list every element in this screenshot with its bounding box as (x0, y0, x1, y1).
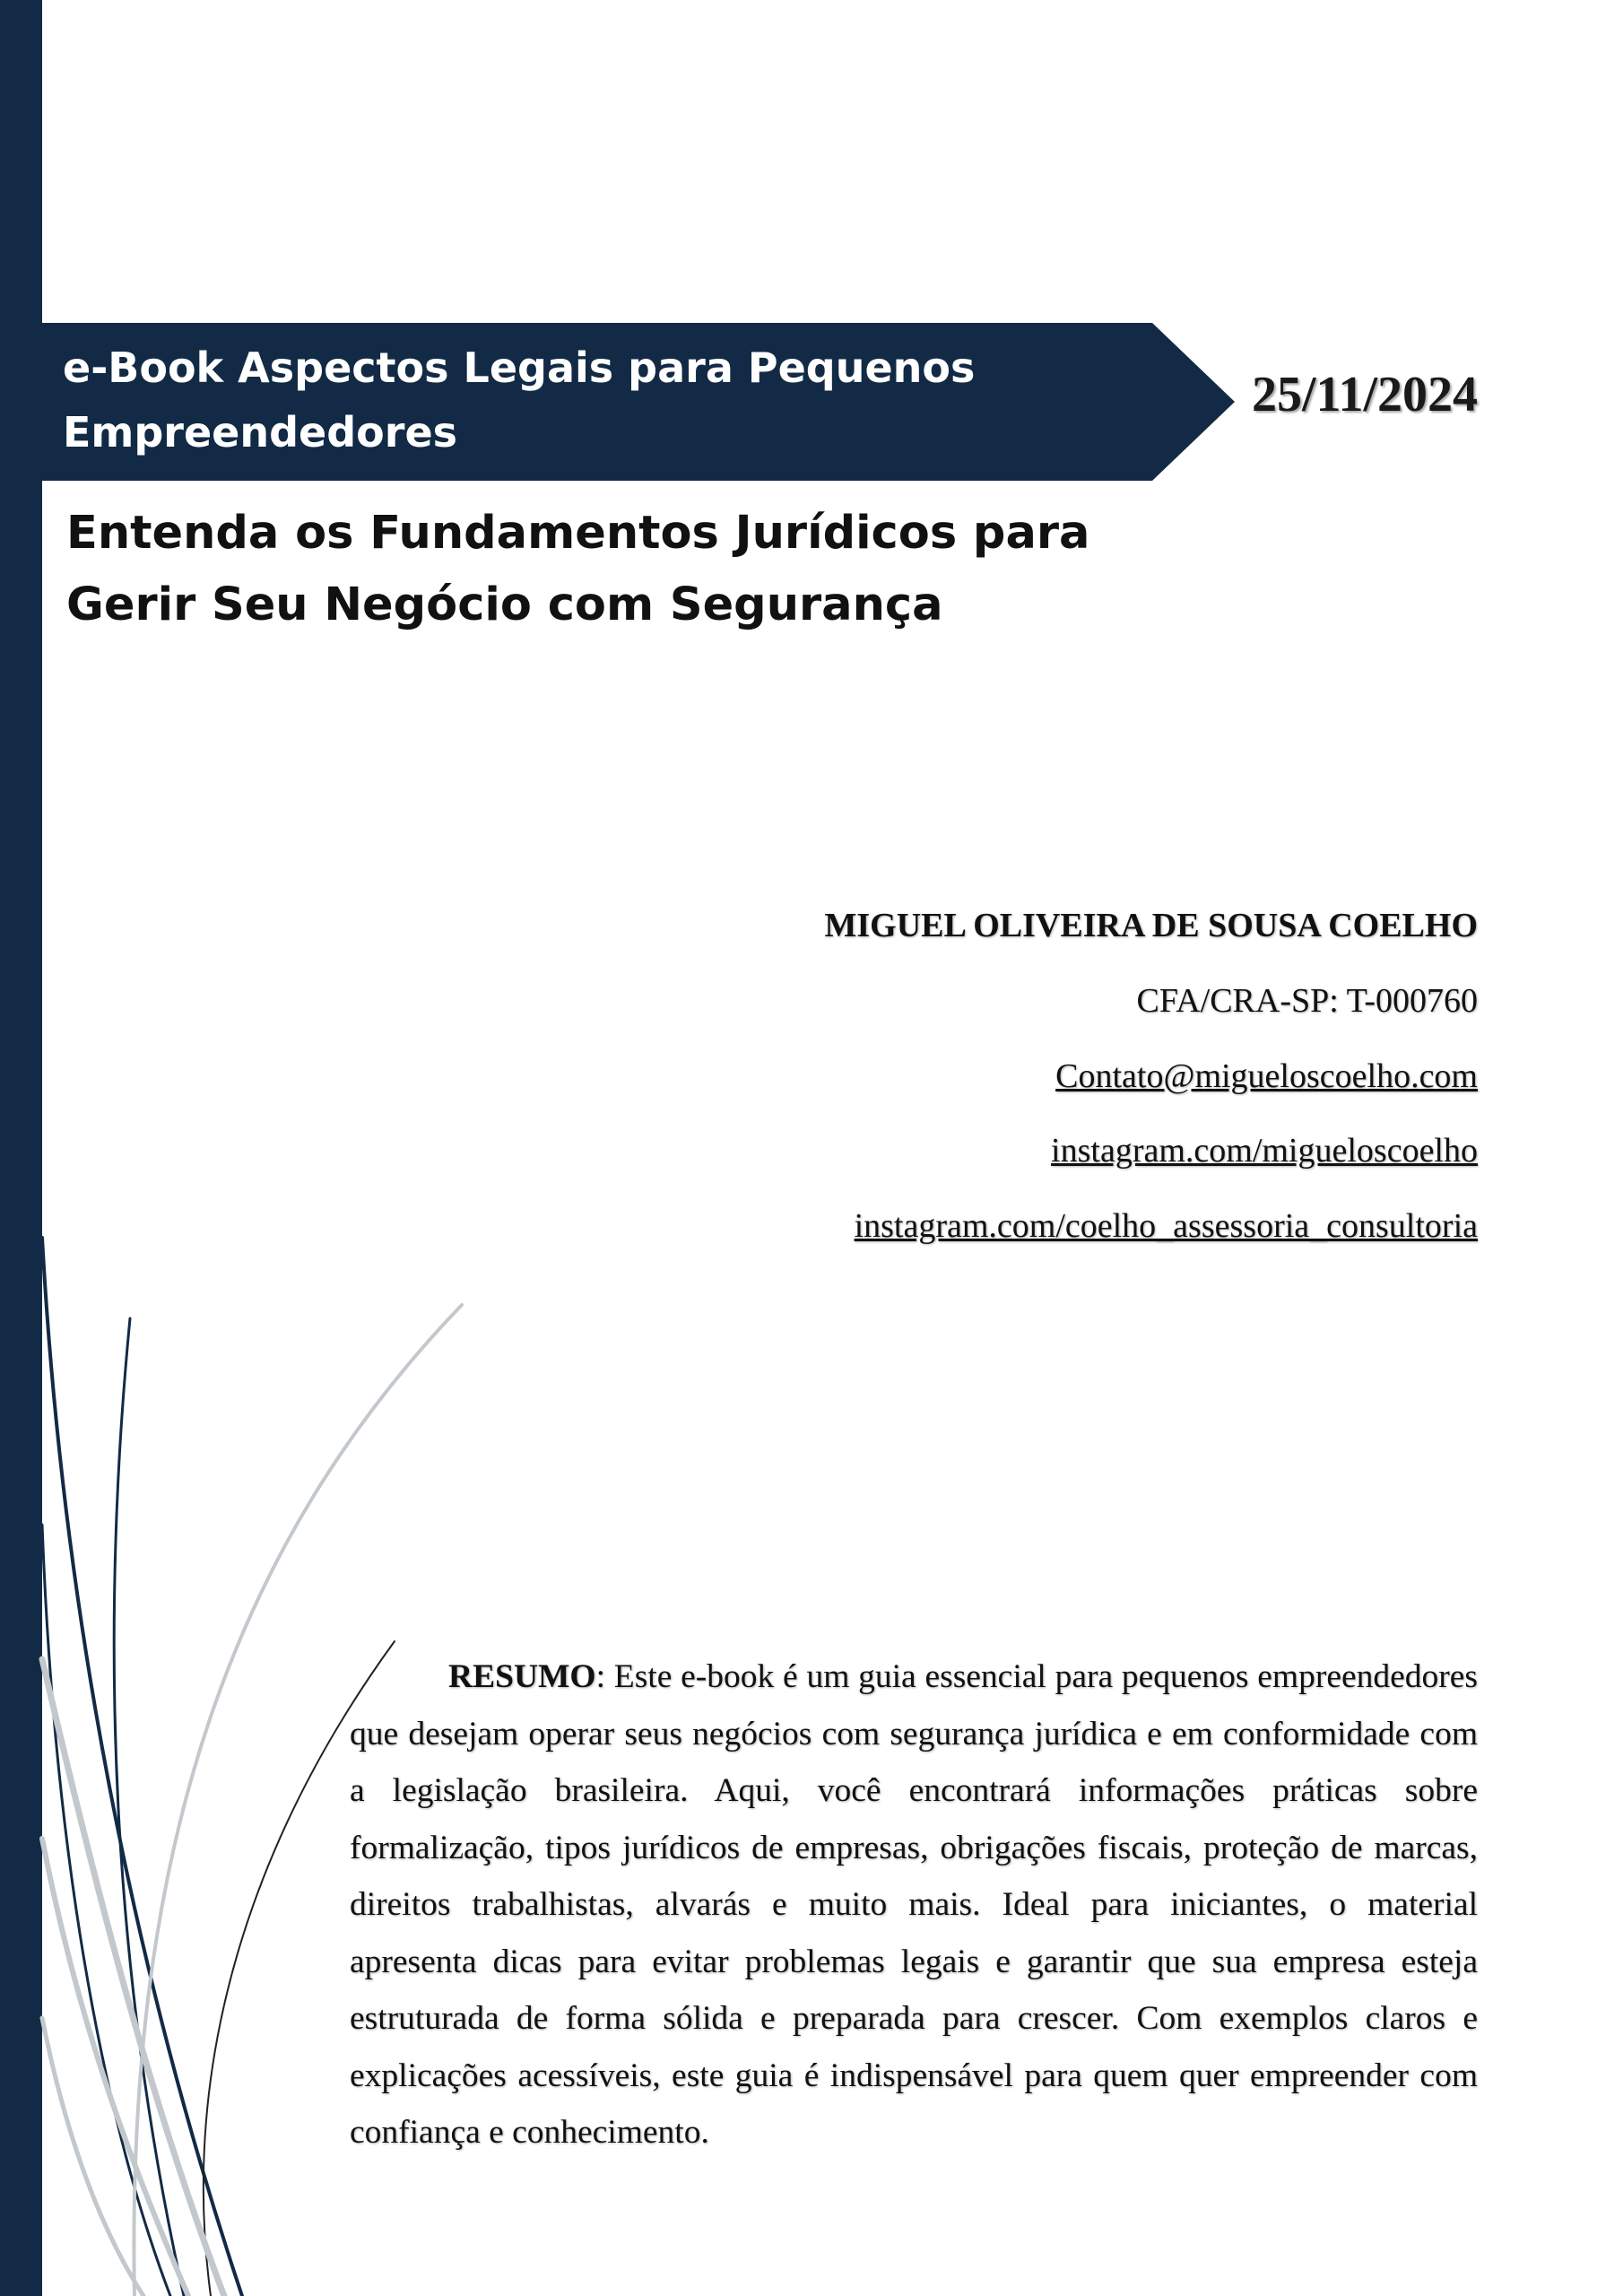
author-registration: CFA/CRA-SP: T-000760 (1136, 982, 1478, 1020)
abstract-label: RESUMO (448, 1658, 596, 1695)
publication-date: 25/11/2024 (1251, 367, 1478, 422)
author-instagram-link[interactable]: instagram.com/migueloscoelho (1051, 1132, 1478, 1170)
author-name: MIGUEL OLIVEIRA DE SOUSA COELHO (824, 907, 1478, 944)
abstract-separator: : (595, 1658, 606, 1695)
business-instagram-link[interactable]: instagram.com/coelho_assessoria_consultoria (854, 1207, 1478, 1245)
ebook-subtitle: Entenda os Fundamentos Jurídicos para Gerir Seu Negócio com Segurança (66, 507, 1090, 631)
abstract-paragraph (350, 1648, 1478, 2161)
abstract-text: Este e-book é um guia essencial para pequenos empreendedores que desejam operar seus negócios com segurança jurídica e em conformidade com a legislação brasileira. Aqui, você encontrará informações práticas sobre formalização, tipos jurídicos de empresas, obrigações fiscais, proteção de marcas, direitos trabalhistas, alvarás e muito mais. Ideal para iniciantes, o material apresenta dicas para evitar problemas legais e garantir que sua empresa esteja estruturada de forma sólida e preparada para crescer. Com exemplos claros e explicações acessíveis, este guia é indispensável para quem quer empreender com confiança e conhecimento. (350, 1658, 1478, 2151)
ebook-title: e-Book Aspectos Legais para Pequenos Empreendedores (63, 344, 976, 457)
author-email-link[interactable]: Contato@migueloscoelho.com (1055, 1057, 1478, 1095)
